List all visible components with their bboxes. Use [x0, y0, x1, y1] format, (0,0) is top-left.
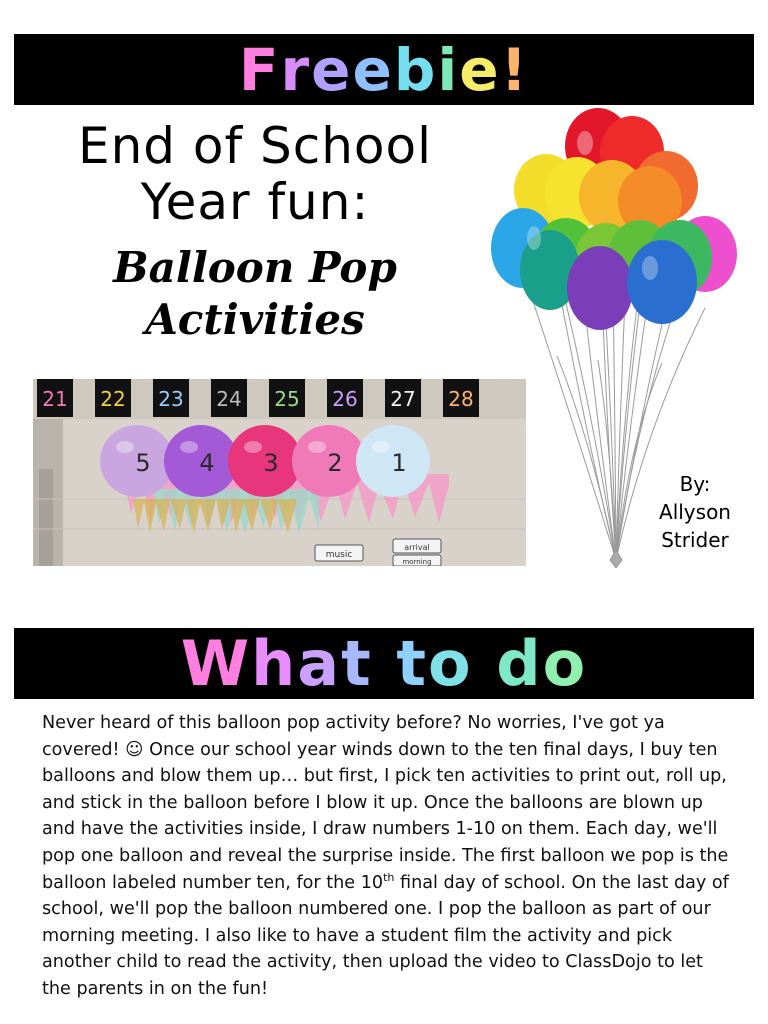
banner-letter: o: [428, 627, 473, 700]
calendar-number: 24: [216, 387, 242, 411]
banner-letter: d: [496, 627, 543, 700]
section-banner: [14, 628, 754, 699]
author-last-name: Strider: [661, 528, 729, 552]
instructions-paragraph: [42, 710, 732, 1003]
page-title: [20, 118, 490, 230]
banner-letter: t: [396, 627, 429, 700]
author-by: By:: [679, 472, 711, 496]
balloon-number: 2: [327, 449, 343, 477]
subtitle-line-2: Activities: [145, 295, 365, 344]
ordinal-suffix: th: [383, 870, 395, 884]
banner-letter: e: [311, 35, 353, 104]
subtitle-line-1: Balloon Pop: [113, 243, 397, 292]
banner-letter: b: [393, 35, 438, 104]
section-heading: [181, 627, 587, 700]
author-first-name: Allyson: [659, 500, 731, 524]
title-line-2: Year fun:: [140, 173, 370, 231]
sign-morning: morning: [402, 558, 432, 566]
paragraph-part-1: Never heard of this balloon pop activity before? No worries, I've got ya covered! ☺ Once our school year winds down to the ten final days, I buy ten balloons and blow them up… but first, I pick ten activities to print out, roll up, and stick in the balloon before I blow it up. Once the balloons are blown up and have the activities inside, I draw numbers 1-10 on them. Each day, we'll pop one balloon and reveal the surprise inside. The first balloon we pop is the balloon labeled number ten, for the 10: [42, 713, 729, 893]
banner-letter: h: [251, 627, 298, 700]
calendar-number: 23: [158, 387, 184, 411]
paragraph-part-2: final day of school. On the last day of school, we'll pop the balloon numbered one. I pop the balloon as part of our morning meeting. I also like to have a student film the activity and pick another child to read the activity, then upload the video to ClassDojo to let the parents in on the fun!: [42, 872, 729, 999]
banner-letter: !: [500, 35, 530, 104]
calendar-number: 26: [332, 387, 358, 411]
classroom-photo-illustration: [33, 379, 526, 566]
balloon-number: 1: [391, 449, 407, 477]
balloon-number: 4: [199, 449, 215, 477]
banner-title: [239, 36, 529, 104]
banner-letter: t: [341, 627, 373, 700]
calendar-number: 21: [42, 387, 68, 411]
calendar-number: 28: [448, 387, 474, 411]
calendar-number: 27: [390, 387, 416, 411]
calendar-number: 25: [274, 387, 300, 411]
banner-letter: o: [542, 627, 588, 700]
banner-letter: e: [352, 35, 394, 104]
calendar-number: 22: [100, 387, 126, 411]
author-credit: [640, 470, 750, 554]
banner-letter: r: [280, 35, 312, 104]
balloon-number: 5: [135, 449, 151, 477]
top-banner: [14, 34, 754, 105]
banner-letter: [373, 627, 397, 700]
banner-letter: i: [437, 35, 460, 104]
banner-letter: [473, 627, 497, 700]
banner-letter: W: [180, 627, 252, 700]
sign-music: music: [325, 550, 353, 560]
page-subtitle: [60, 242, 450, 346]
classroom-photo: [33, 379, 526, 566]
sign-arrival: arrival: [404, 543, 430, 552]
banner-letter: a: [297, 627, 342, 700]
title-line-1: End of School: [78, 117, 432, 175]
balloon-number: 3: [263, 449, 279, 477]
banner-letter: F: [238, 35, 281, 104]
banner-letter: e: [459, 35, 501, 104]
